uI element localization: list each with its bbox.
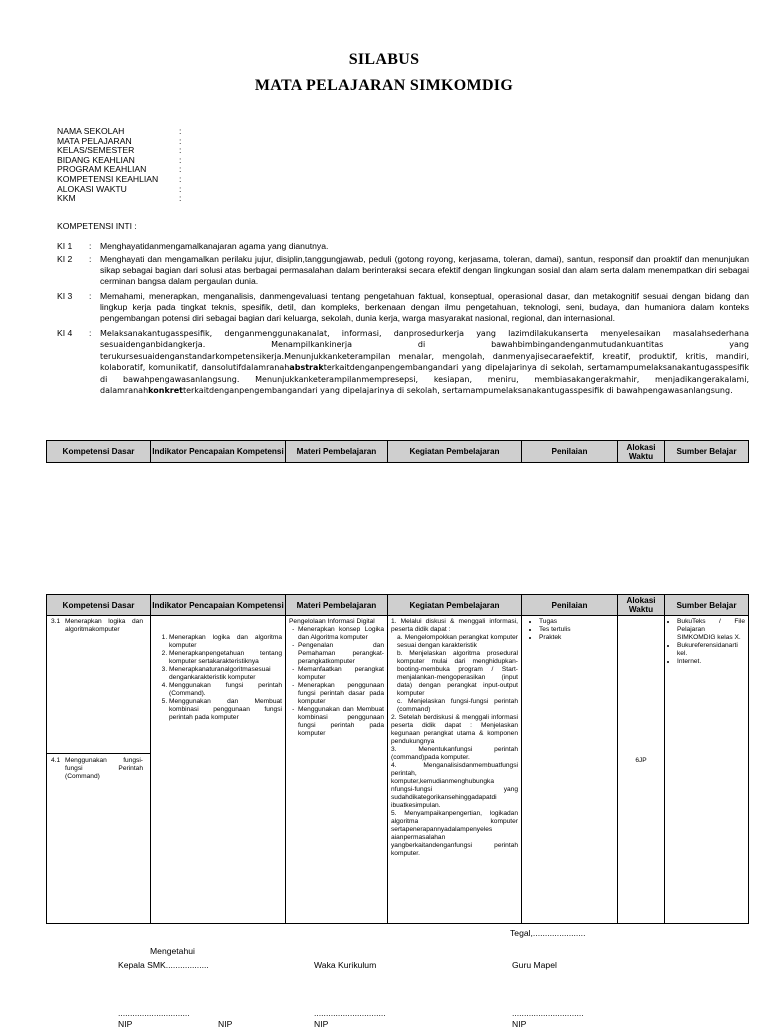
alokasi-value: 6JP: [635, 757, 647, 764]
list-item: - Memanfaatkan perangkat komputer: [298, 666, 384, 682]
cell-materi: [286, 616, 388, 924]
identity-colon: :: [179, 173, 182, 184]
list-item: • Tugas: [539, 618, 614, 626]
list-item: 2. Menerapkanpengetahuan tentang komputer sertakarakteristiknya: [169, 650, 282, 666]
ki-colon: :: [89, 254, 92, 264]
identity-colon: :: [179, 183, 182, 194]
identity-colon: :: [179, 145, 182, 156]
signature-line-guru: ..............................: [512, 1008, 584, 1018]
col-header-alokasi: Alokasi Waktu: [618, 595, 665, 616]
ki-colon: :: [89, 291, 92, 301]
materi-list: [289, 626, 384, 738]
list-item: 5. Menggunakan dan Membuat kombinasi penggunaan fungsi perintah pada komputer: [169, 698, 282, 722]
cell-sumber: [665, 616, 749, 924]
identity-colon: :: [179, 135, 182, 146]
identity-label: BIDANG KEAHLIAN: [57, 154, 135, 165]
kd-number: 4.1: [51, 757, 61, 764]
col-header-indikator: Indikator Pencapaian Kompetensi: [151, 441, 286, 463]
identity-label: KOMPETENSI KEAHLIAN: [57, 173, 159, 184]
list-item: • Internet.: [677, 658, 745, 666]
syllabus-table: [46, 594, 749, 924]
kegiatan-step-1c: c. Menjelaskan fungsi-fungsi perintah (command): [397, 698, 518, 713]
ki-text: Menghayati dan mengamalkan perilaku jujur, disiplin,tanggungjawab, peduli (gotong royong, kerjasama, toleran, damai), santun, responsif dan proaktif dan menunjukan sikap sebagai bagian dari solusi atas berbagai permasalahan dalam berinteraksi secara efektif dengan lingkungan sosial dan alam serta dalam menempatkan diri sebagai cerminan bangsa dalam pergaulan dunia.: [100, 254, 749, 287]
list-item: 1. Menerapkan logika dan algoritma komputer: [169, 634, 282, 650]
ki-text: Menghayatidanmengamalkanajaran agama yang dianutnya.: [100, 241, 329, 251]
document-subtitle: MATA PELAJARAN SIMKOMDIG: [254, 77, 514, 94]
list-item: 4. Menggunakan fungsi perintah (Command).: [169, 682, 282, 698]
kegiatan-step-1: 1. Melalui diskusi & menggali informasi, peserta didik dapat :: [391, 618, 518, 633]
identity-label: KKM: [57, 193, 76, 204]
kd-text: Menggunakan fungsi-fungsi Perintah (Command): [65, 757, 143, 780]
sumber-list: [668, 618, 745, 666]
kd-number: 3.1: [51, 618, 61, 625]
kd-text: Menerapkan logika dan algoritmakomputer: [65, 618, 143, 633]
kegiatan-step-2: 2. Setelah berdiskusi & menggali informasi peserta didik dapat : Menjelaskan kegunaan perangkat utama & komponen pendukungnya: [391, 714, 518, 745]
cell-alokasi: [618, 616, 665, 924]
materi-title: Pengelolaan Informasi Digital: [289, 618, 375, 625]
identity-colon: :: [179, 164, 182, 175]
col-header-penilaian: Penilaian: [522, 595, 618, 616]
signature-line-waka: ..............................: [314, 1008, 386, 1018]
col-header-materi: Materi Pembelajaran: [286, 595, 388, 616]
identity-colon: :: [179, 154, 182, 165]
list-item: • Praktek: [539, 634, 614, 642]
col-header-kegiatan: Kegiatan Pembelajaran: [388, 441, 522, 463]
kd-3-1: [51, 618, 143, 634]
ki-colon: :: [89, 241, 92, 251]
nip-kepala: NIP: [118, 1019, 133, 1029]
ki-text: Memahami, menerapkan, menganalisis, danmengevaluasi tentang pengetahuan faktual, konseptual, operasional dasar, dan metakognitif sesuai dengan bidang dan lingkup kerja pada tingkat teknis, spesifik, detil, dan kompleks, berkenaan dengan ilmu pengetahuan, teknologi, seni, budaya, dan humaniora dalam konteks pengembangan potensi diri sebagai bagian dari keluarga, sekolah, dunia kerja, warga masyarakat nasional, regional, dan internasional.: [100, 291, 749, 324]
identity-label: KELAS/SEMESTER: [57, 145, 135, 156]
col-header-penilaian: Penilaian: [522, 441, 618, 463]
identity-label: MATA PELAJARAN: [57, 135, 132, 146]
kegiatan-step-3: 3. Menentukanfungsi perintah (command)pada komputer.: [391, 746, 518, 761]
list-item: - Pengenalan dan Pemahaman perangkat-perangkatkomputer: [298, 642, 384, 666]
list-item: 3. Menerapkanaturanalgoritmasesuai dengankarakteristik komputer: [169, 666, 282, 682]
ki-label: KI 2: [57, 254, 73, 264]
list-item: - Menggunakan dan Membuat kombinasi penggunaan fungsi perintah pada komputer: [298, 706, 384, 738]
header-table-empty: [46, 440, 749, 463]
ki-label: KI 4: [57, 328, 73, 338]
identity-block: [57, 126, 182, 204]
identity-label: NAMA SEKOLAH: [57, 126, 125, 136]
ki4-bold-konkret: konkret: [148, 386, 183, 396]
kegiatan-step-1b: b. Menjelaskan algoritma prosedural komputer mulai dari menghidupkan-booting-membuka program / Start-menjalankan-mengoperasikan (input data) dengan perangkat input-output komputer: [397, 650, 518, 697]
col-header-indikator: Indikator Pencapaian Kompetensi: [151, 595, 286, 616]
cell-indikator: [151, 616, 286, 924]
identity-label: PROGRAM KEAHLIAN: [57, 164, 147, 175]
indikator-list: [154, 634, 282, 722]
kegiatan-step-4: 4. Menganalisisdanmembuatfungsi perintah, komputer,kemudianmenghubungka nfungsi-fungsi yang sudahdikategorikansehinggadapatdi ibuatkesimpulan.: [391, 762, 518, 809]
col-header-sumber: Sumber Belajar: [665, 595, 749, 616]
signature-guru: Guru Mapel: [512, 960, 557, 970]
identity-colon: :: [179, 193, 182, 204]
list-item: • Tes tertulis: [539, 626, 614, 634]
col-header-kegiatan: Kegiatan Pembelajaran: [388, 595, 522, 616]
list-item: • Bukureferensidanarti kel.: [677, 642, 745, 658]
list-item: - Menerapkan penggunaan fungsi perintah dasar pada komputer: [298, 682, 384, 706]
identity-colon: :: [179, 126, 182, 136]
identity-label: ALOKASI WAKTU: [57, 183, 127, 194]
identity-row-kkm: [57, 193, 182, 204]
kd-4-1: [51, 757, 143, 781]
list-item: - Menerapkan konsep Logika dan Algoritma komputer: [298, 626, 384, 642]
kegiatan-step-1a: a. Mengelompokkan perangkat komputer sesuai dengan karakteristik: [397, 634, 518, 649]
ki4-text-part: terkaitdenganpengembangandari yang dipelajarinya di sekolah, sertamampumelaksanakantugasspesifik di bawahpengawasanlangsung.: [182, 386, 733, 396]
ki-heading: KOMPETENSI INTI :: [57, 221, 137, 231]
col-header-alokasi: Alokasi Waktu: [618, 441, 665, 463]
signature-mengetahui: Mengetahui: [150, 946, 195, 956]
cell-kegiatan: [388, 616, 522, 924]
ki4-bold-abstrak: abstrak: [289, 363, 324, 373]
col-header-materi: Materi Pembelajaran: [286, 441, 388, 463]
ki-text: [100, 328, 749, 396]
cell-penilaian: [522, 616, 618, 924]
ki4-text-part: Melaksanakantugasspesifik, denganmenggunakanalat, informasi, danprosedurkerja yang lazimdilakukanserta menyelesaikan masalahsederhana sesuaidenganbidangkerja. Menampilkankinerja di bawahbimbingandenganmutudankuantitas yang terukursesuaidenganstandarkompetensikerja.Menunjukkanketerampilan menalar, mengolah, danmenyajisecaraefektif, kreatif, produktif, kritis, mandiri, kolaboratif, komunikatif, dansolutifdalamranah: [100, 329, 749, 373]
kd-divider: [47, 753, 150, 754]
nip-waka: NIP: [314, 1019, 329, 1029]
cell-kd: [47, 616, 151, 924]
place-date: Tegal,......................: [510, 928, 586, 938]
nip-guru: NIP: [512, 1019, 527, 1029]
col-header-sumber: Sumber Belajar: [665, 441, 749, 463]
signature-line-kepala: ..............................: [118, 1008, 190, 1018]
signature-kepala: Kepala SMK..................: [118, 960, 209, 970]
document-title: SILABUS: [348, 51, 420, 68]
col-header-kd: Kompetensi Dasar: [47, 595, 151, 616]
ki-label: KI 1: [57, 241, 73, 251]
ki4-text-part: terkaitdenganpengembangandari yang dipelajarinya di sekolah, sertamampumelaksanakantugasspesifik di bawahpengawasanlangsung. Menunjukkanketerampilanmempresepsi, kesiapan, meniru, membiasakangerakmahir, menjadikangerakalami, dalamranah: [100, 363, 749, 396]
list-item: • BukuTeks / File Pelajaran SIMKOMDIG kelas X.: [677, 618, 745, 642]
kegiatan-step-5: 5. Menyampaikanpengertian, logikadan algoritma komputer sertapenerapannyadalampenyeles aianpermasalahan yangberkaitandenganfungsi perintah komputer.: [391, 810, 518, 857]
nip-middle: NIP: [218, 1019, 233, 1029]
ki-label: KI 3: [57, 291, 73, 301]
penilaian-list: [525, 618, 614, 642]
col-header-kd: Kompetensi Dasar: [47, 441, 151, 463]
signature-waka: Waka Kurikulum: [314, 960, 377, 970]
ki-colon: :: [89, 328, 92, 338]
